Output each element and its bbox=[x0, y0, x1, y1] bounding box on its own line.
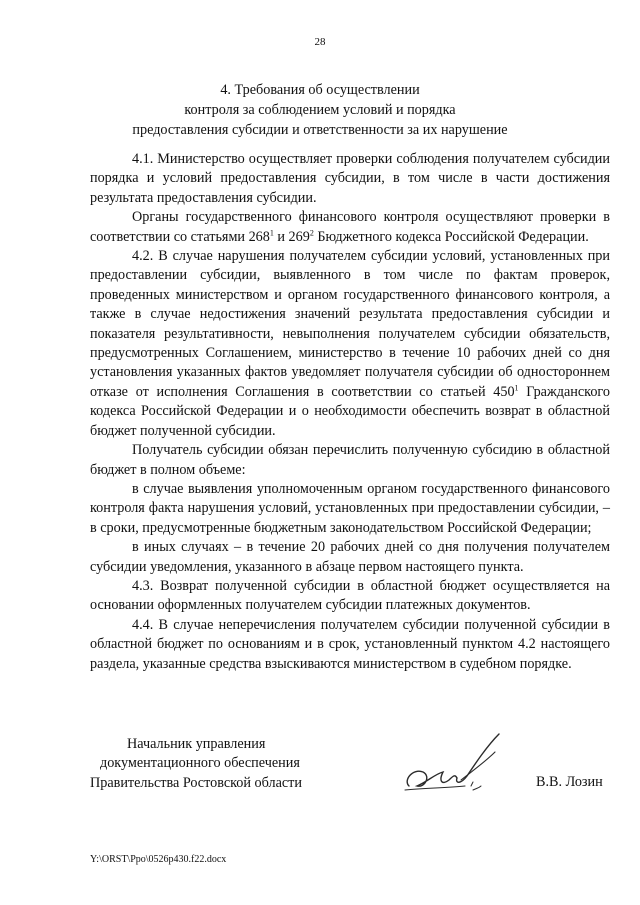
document-body bbox=[90, 150, 610, 674]
p3-sup: 1 bbox=[514, 383, 519, 393]
heading-line-2: контроля за соблюдением условий и порядка bbox=[184, 102, 456, 118]
p3-text-a: 4.2. В случае нарушения получателем субсидии условий, установленных при предоставлении субсидии, выявленного в том числе по фактам проверок, проведенных министерством и органом государственного финансового контроля, а также в случае недостижения значений результата предоставления субсидии и показателя результативности, невыполнения получателем субсидии обязательств, предусмотренных Соглашением, министерство в течение 10 рабочих дней со дня установления указанных фактов уведомляет получателя субсидии об одностороннем отказе от исполнения Соглашения в соответствии со статьей 450 bbox=[90, 248, 610, 400]
heading-line-1: 4. Требования об осуществлении bbox=[220, 82, 420, 98]
p3-text-b: Гражданского кодекса Российской Федерации и о необходимости обеспечить возврат в областной бюджет полученной субсидии. bbox=[90, 383, 610, 439]
heading-line-3: предоставления субсидии и ответственности за их нарушение bbox=[132, 122, 508, 138]
p2-sup-1: 1 bbox=[269, 227, 274, 237]
file-path: Y:\ORST\Ppo\0526p430.f22.docx bbox=[90, 854, 227, 865]
paragraph-4-2 bbox=[90, 247, 610, 441]
signatory-title-line-2: документационного обеспечения bbox=[100, 755, 300, 772]
paragraph-case-other: в иных случаях – в течение 20 рабочих дней со дня получения получателем субсидии уведомления, указанного в абзаце первом настоящего пункта. bbox=[90, 539, 610, 575]
page-number: 28 bbox=[314, 36, 326, 48]
paragraph-case-control: в случае выявления уполномоченным органом государственного финансового контроля факта нарушения условий, установленных при предоставлении субсидии, – в сроки, предусмотренные бюджетным законодательством Российской Федерации; bbox=[90, 480, 610, 536]
signatory-name: В.В. Лозин bbox=[536, 774, 603, 790]
paragraph-4-4: 4.4. В случае неперечисления получателем субсидии полученной субсидии в областной бюджет по основаниям и в срок, установленный пунктом 4.2 настоящего раздела, указанные средства взыскиваются министерством в судебном порядке. bbox=[90, 616, 610, 672]
paragraph-4-3: 4.3. Возврат полученной субсидии в областной бюджет осуществляется на основании оформленных получателем субсидии платежных документов. bbox=[90, 577, 610, 614]
handwritten-signature bbox=[395, 728, 515, 800]
paragraph-4-1: 4.1. Министерство осуществляет проверки соблюдения получателем субсидии порядка и условий предоставления субсидии, в том числе в части достижения результата предоставления субсидии. bbox=[90, 151, 610, 206]
paragraph-obligation: Получатель субсидии обязан перечислить полученную субсидию в областной бюджет в полном объеме: bbox=[90, 442, 610, 478]
p2-text-a: Органы государственного финансового контроля осуществляют проверки в соответствии со статьями 268 bbox=[90, 209, 610, 245]
p2-text-c: Бюджетного кодекса Российской Федерации. bbox=[313, 228, 589, 245]
p2-text-b: и 269 bbox=[273, 228, 310, 245]
p2-sup-2: 2 bbox=[309, 227, 314, 237]
signatory-title-line-1: Начальник управления bbox=[127, 736, 266, 752]
signatory-title bbox=[90, 735, 302, 793]
paragraph-control-bodies bbox=[90, 208, 610, 247]
section-heading bbox=[60, 80, 580, 140]
signatory-title-line-3: Правительства Ростовской области bbox=[90, 774, 302, 791]
